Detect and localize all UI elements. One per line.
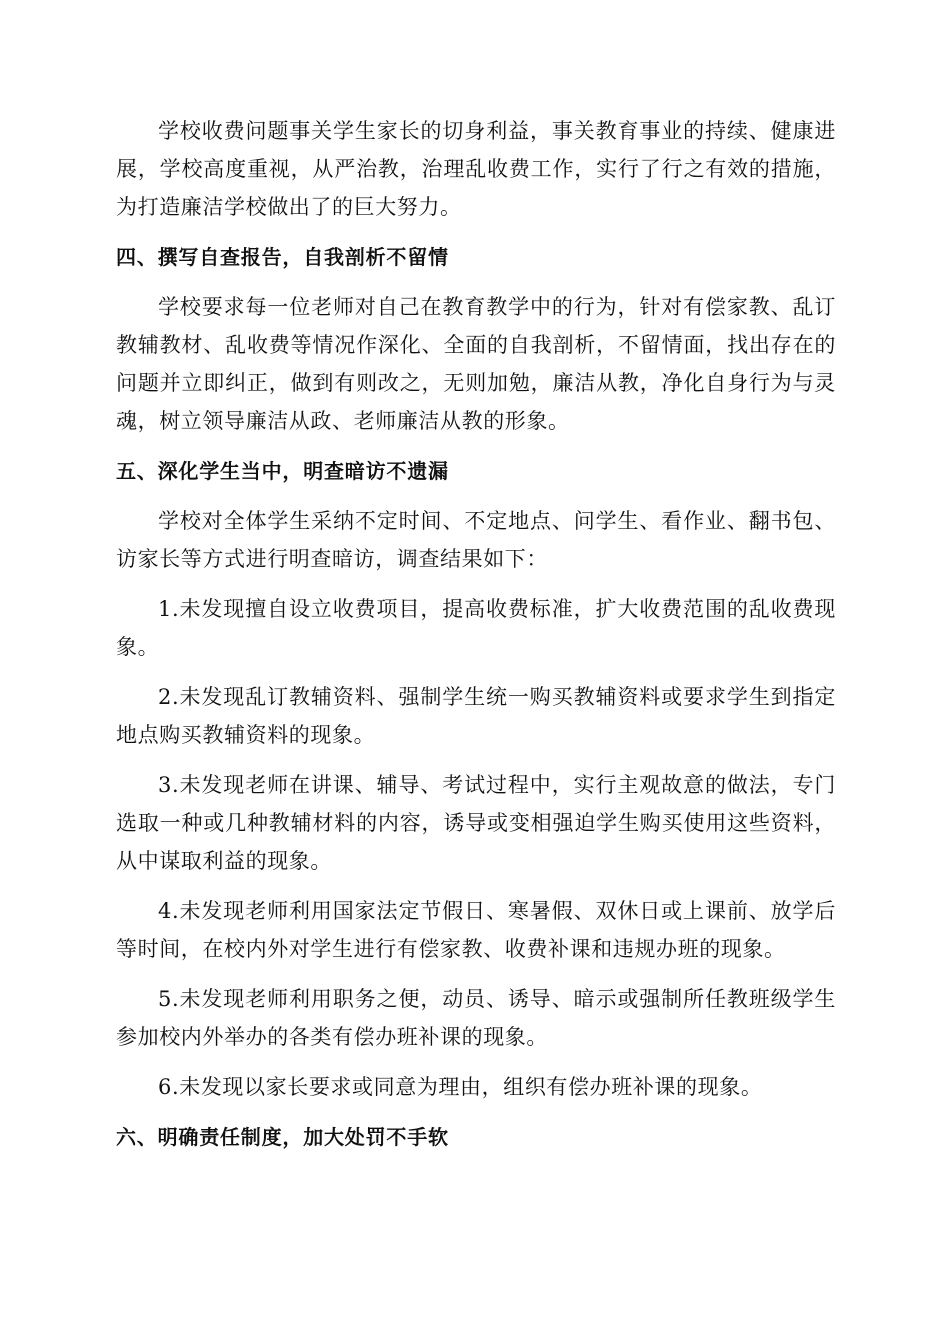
section-heading-investigation: 五、深化学生当中，明查暗访不遗漏 (116, 459, 449, 483)
finding-item-4: 4.未发现老师利用国家法定节假日、寒暑假、双休日或上课前、放学后等时间，在校内外对学生进行有偿家教、收费补课和违规办班的现象。 (116, 899, 836, 961)
paragraph-fee-importance: 学校收费问题事关学生家长的切身利益，事关教育事业的持续、健康进展，学校高度重视，从严治教，治理乱收费工作，实行了行之有效的措施，为打造廉洁学校做出了的巨大努力。 (116, 119, 836, 219)
paragraph-self-analysis: 学校要求每一位老师对自己在教育教学中的行为，针对有偿家教、乱订教辅教材、乱收费等情况作深化、全面的自我剖析，不留情面，找出存在的问题并立即纠正，做到有则改之，无则加勉，廉洁从教，净化自身行为与灵魂，树立领导廉洁从政、老师廉洁从教的形象。 (116, 295, 836, 433)
finding-item-5: 5.未发现老师利用职务之便，动员、诱导、暗示或强制所任教班级学生参加校内外举办的各类有偿办班补课的现象。 (116, 987, 836, 1049)
document-body (116, 112, 836, 1168)
section-heading-responsibility: 六、明确责任制度，加大处罚不手软 (116, 1125, 449, 1149)
finding-item-1: 1.未发现擅自设立收费项目，提高收费标准，扩大收费范围的乱收费现象。 (116, 597, 836, 659)
finding-item-2: 2.未发现乱订教辅资料、强制学生统一购买教辅资料或要求学生到指定地点购买教辅资料的现象。 (116, 685, 836, 747)
finding-item-3: 3.未发现老师在讲课、辅导、考试过程中，实行主观故意的做法，专门选取一种或几种教辅材料的内容，诱导或变相强迫学生购买使用这些资料，从中谋取利益的现象。 (116, 773, 836, 873)
finding-item-6: 6.未发现以家长要求或同意为理由，组织有偿办班补课的现象。 (158, 1075, 763, 1099)
section-heading-self-report: 四、撰写自查报告，自我剖析不留情 (116, 245, 449, 269)
paragraph-investigation-method: 学校对全体学生采纳不定时间、不定地点、问学生、看作业、翻书包、访家长等方式进行明查暗访，调查结果如下： (116, 509, 836, 571)
